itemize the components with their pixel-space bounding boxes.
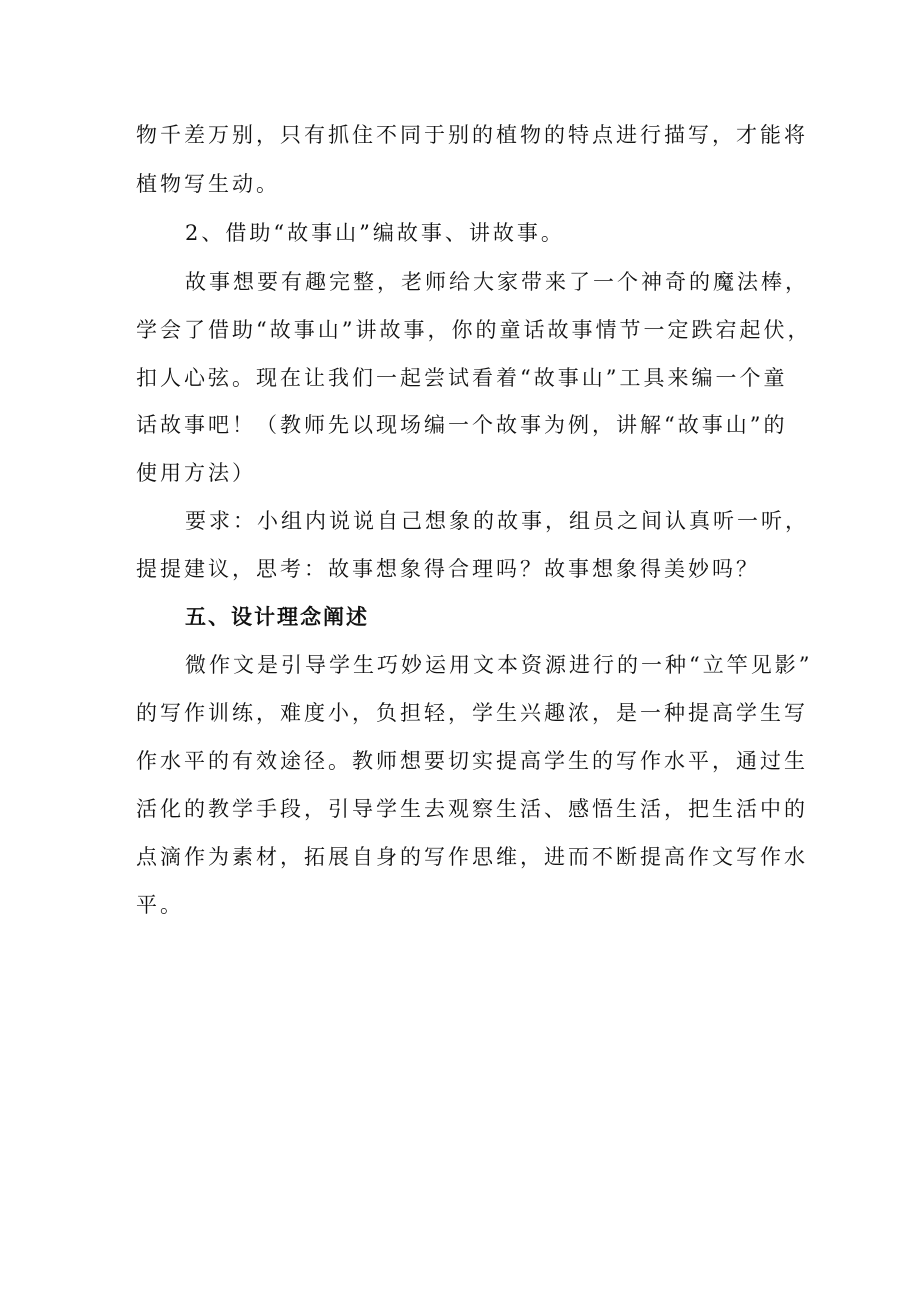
paragraph-line: 提提建议，思考：故事想象得合理吗？故事想象得美妙吗？ [136, 557, 760, 581]
paragraph-line: 使用方法） [136, 461, 256, 485]
paragraph-line: 的写作训练，难度小，负担轻，学生兴趣浓，是一种提高学生写 [136, 701, 808, 725]
paragraph-line: 活化的教学手段，引导学生去观察生活、感悟生活，把生活中的 [136, 797, 808, 821]
paragraph-line: 微作文是引导学生巧妙运用文本资源进行的一种“立竿见影” [185, 653, 813, 677]
paragraph-line: 扣人心弦。现在让我们一起尝试看着“故事山”工具来编一个童 [136, 366, 788, 390]
paragraph-line: 平。 [136, 893, 184, 917]
paragraph-line: 话故事吧！（教师先以现场编一个故事为例，讲解“故事山”的 [136, 413, 788, 437]
paragraph-line: 作水平的有效途径。教师想要切实提高学生的写作水平，通过生 [136, 749, 808, 773]
paragraph-line: 故事想要有趣完整，老师给大家带来了一个神奇的魔法棒， [185, 270, 809, 294]
paragraph-line: 要求：小组内说说自己想象的故事，组员之间认真听一听， [185, 509, 809, 533]
subsection-line: 2、借助“故事山”编故事、讲故事。 [185, 221, 565, 245]
paragraph-line: 物千差万别，只有抓住不同于别的植物的特点进行描写，才能将 [136, 123, 808, 147]
section-heading: 五、设计理念阐述 [185, 605, 369, 629]
paragraph-line: 点滴作为素材，拓展自身的写作思维，进而不断提高作文写作水 [136, 845, 808, 869]
paragraph-line: 植物写生动。 [136, 172, 280, 196]
paragraph-line: 学会了借助“故事山”讲故事，你的童话故事情节一定跌宕起伏， [136, 318, 812, 342]
